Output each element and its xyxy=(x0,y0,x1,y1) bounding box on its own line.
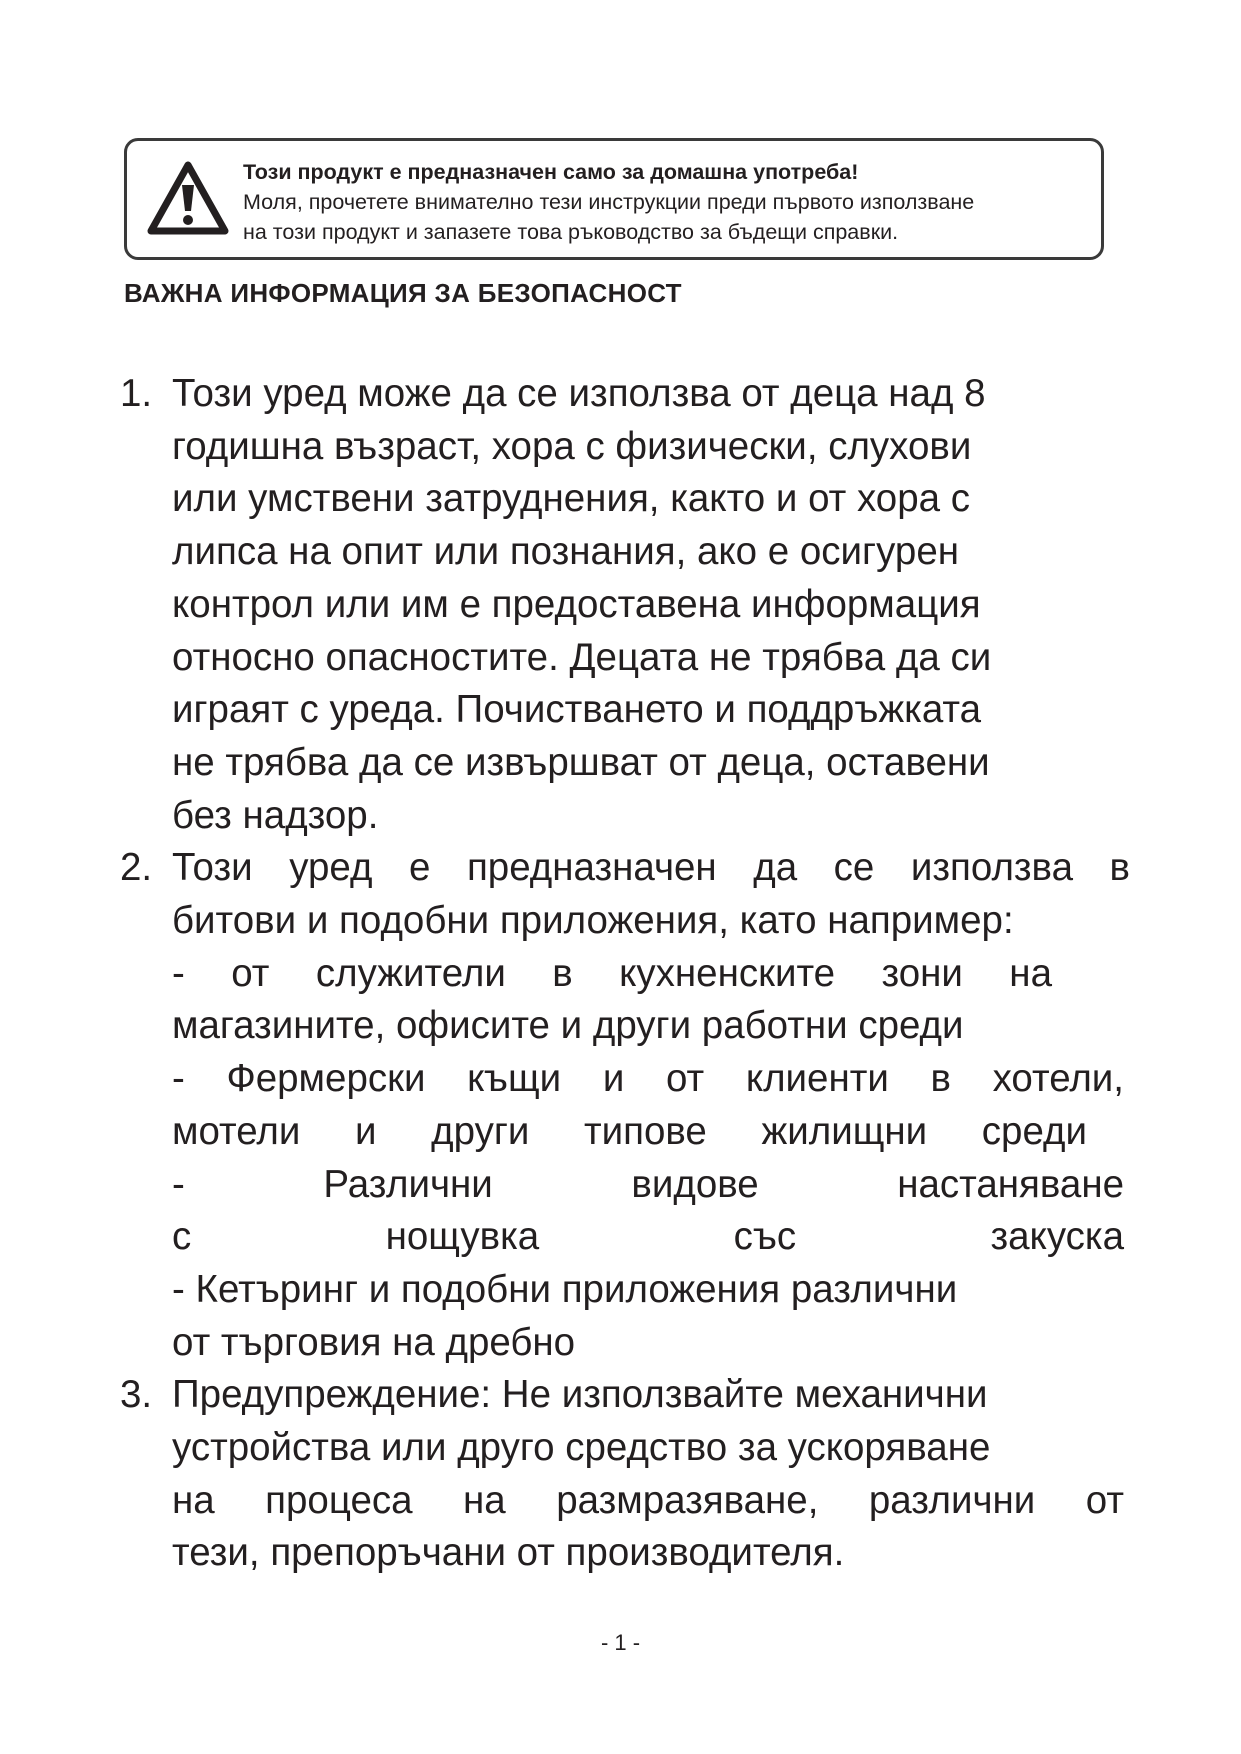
item-line: - Различни видове настаняване xyxy=(172,1162,1124,1206)
warning-triangle-icon xyxy=(145,159,231,237)
item-line: липса на опит или познания, ако е осигурен xyxy=(172,530,959,574)
item-number: 1. xyxy=(120,372,153,415)
list-item-3 xyxy=(120,1369,1130,1580)
item-line: - от служители в кухненските зони на xyxy=(172,951,1052,995)
item-line: с нощувка със закуска xyxy=(172,1215,1124,1259)
item-number: 3. xyxy=(120,1373,153,1417)
item-line: Този уред може да се използва от деца над 8 xyxy=(172,372,986,415)
item-line: или умствени затруднения, както и от хора с xyxy=(172,477,970,521)
item-number: 2. xyxy=(120,846,153,890)
warning-heading: Този продукт е предназначен само за домашна употреба! xyxy=(243,160,859,184)
item-line: тези, препоръчани от производителя. xyxy=(172,1531,845,1575)
item-line: играят с уреда. Почистването и поддръжката xyxy=(172,688,982,732)
item-line: Този уред е предназначен да се използва в xyxy=(172,846,1130,890)
item-line: мотели и други типове жилищни среди xyxy=(172,1109,1087,1153)
item-line: годишна възраст, хора с физически, слухови xyxy=(172,424,972,468)
warning-text xyxy=(243,157,1103,247)
item-line: на процеса на размразяване, различни от xyxy=(172,1478,1124,1522)
item-line: устройства или друго средство за ускоряване xyxy=(172,1426,991,1470)
list-item-1 xyxy=(120,368,1130,842)
warning-box xyxy=(124,138,1104,260)
item-line: битови и подобни приложения, като например: xyxy=(172,899,1014,943)
list-item-2 xyxy=(120,842,1130,1369)
warning-line-3: на този продукт и запазете това ръководство за бъдещи справки. xyxy=(243,220,899,244)
item-line: - Фермерски къщи и от клиенти в хотели, xyxy=(172,1057,1124,1101)
item-line: - Кетъринг и подобни приложения различни xyxy=(172,1267,958,1311)
item-line: контрол или им е предоставена информация xyxy=(172,582,981,626)
section-title: ВАЖНА ИНФОРМАЦИЯ ЗА БЕЗОПАСНОСТ xyxy=(124,278,682,308)
page-number: - 1 - xyxy=(600,1630,641,1655)
item-line: не трябва да се извършват от деца, оставени xyxy=(172,740,990,784)
item-line: магазините, офисите и други работни среди xyxy=(172,1004,964,1048)
item-line: без надзор. xyxy=(172,793,379,837)
warning-line-2: Моля, прочетете внимателно тези инструкции преди първото използване xyxy=(243,190,975,214)
item-line: Предупреждение: Не използвайте механични xyxy=(172,1373,988,1417)
item-line: от търговия на дребно xyxy=(172,1320,576,1364)
item-line: относно опасностите. Децата не трябва да си xyxy=(172,635,992,679)
safety-list xyxy=(120,368,1130,1580)
